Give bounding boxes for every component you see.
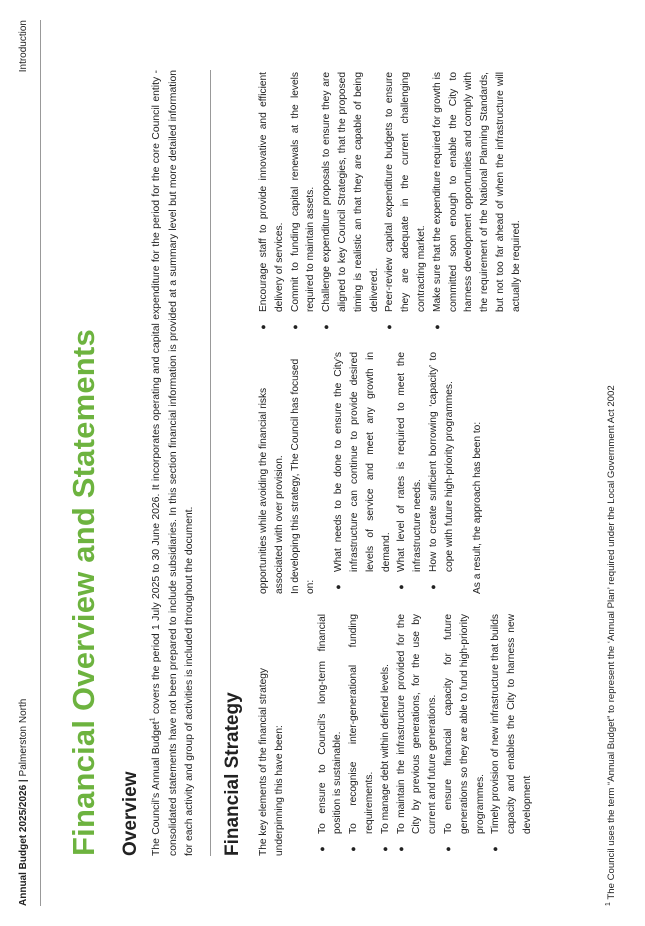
overview-heading: Overview bbox=[120, 771, 141, 856]
list-item: ● To manage debt within defined levels. bbox=[378, 614, 394, 856]
overview-text-rest: covers the period 1 July 2025 to 30 June 2026. It incorporates operating and capital expenditure for the period for the core Council entity - consolidated statements have not been prepared to include subsidiaries. In this section financial information is provided at a summary level but more detailed information for each activity and group of activities is included throughout the document. bbox=[151, 69, 196, 856]
bullet-icon: ● bbox=[431, 324, 442, 330]
bullet-icon: ● bbox=[396, 584, 407, 590]
list-item: ● What needs to be done to ensure the City’s infrastructure can continue to provide desired levels of service and meet any growth in demand. bbox=[331, 352, 394, 594]
list-item: ● Peer-review capital expenditure budgets to ensure they are adequate in the current challenging contracting market. bbox=[382, 72, 429, 334]
doc-title: Annual Budget 2025/2026 bbox=[18, 784, 29, 906]
organisation-name: Palmerston North bbox=[18, 698, 29, 777]
page-title: Financial Overview and Statements bbox=[66, 329, 101, 856]
bullet-icon: ● bbox=[289, 324, 300, 330]
strategy-intro: The key elements of the financial strategy underpinning this have been: bbox=[258, 667, 285, 856]
bullet-icon: ● bbox=[427, 584, 438, 590]
footnote-mark: 1 bbox=[605, 902, 612, 906]
list-item: ● How to create sufficient borrowing ‘capacity’ to cope with future high-priority programmes. bbox=[426, 352, 458, 594]
strategy-continued-text: opportunities while avoiding the financial risks associated with over provision. bbox=[258, 387, 285, 594]
overview-text-start: The Council’s Annual Budget bbox=[151, 721, 162, 856]
approach-intro: As a result, the approach has been to: bbox=[471, 421, 483, 594]
footnote bbox=[605, 385, 617, 906]
strategy-column-1 bbox=[256, 614, 536, 856]
list-item: ● To ensure to Council’s long-term financial position is sustainable. bbox=[315, 614, 347, 856]
list-item: ● Challenge expenditure proposals to ensure they are aligned to key Council Strategies, that the proposed timing is realistic an that they are capable of being delivered. bbox=[319, 72, 382, 334]
list-item: ● Timely provision of new infrastructure that builds capacity and enables the City to harness new development bbox=[488, 614, 535, 856]
header-separator: | bbox=[18, 779, 29, 783]
strategy-elements-list bbox=[315, 614, 536, 856]
bullet-icon: ● bbox=[316, 846, 327, 852]
list-item: ● To maintain the infrastructure provided for the City by previous generations, for the use by current and future generations. bbox=[394, 614, 441, 856]
list-item: ● What level of rates is required to meet the infrastructure needs. bbox=[394, 352, 426, 594]
strategy-column-3 bbox=[256, 72, 525, 334]
bullet-icon: ● bbox=[490, 846, 501, 852]
list-item: ● Make sure that the expenditure required for growth is committed soon enough to enable the City to harness development opportunities and comply with the requirement of the National Planning Standards, but not too far ahead of when the infrastructure will actually be required. bbox=[430, 72, 525, 334]
approach-list bbox=[256, 72, 525, 334]
section-divider bbox=[210, 70, 211, 856]
bullet-icon: ● bbox=[333, 584, 344, 590]
footnote-reference: 1 bbox=[149, 717, 157, 722]
bullet-icon: ● bbox=[395, 846, 406, 852]
focus-list bbox=[331, 352, 457, 594]
bullet-icon: ● bbox=[379, 846, 390, 852]
list-item: ● To ensure financial capacity for future generations so they are able to fund high-priority programmes. bbox=[441, 614, 488, 856]
bullet-icon: ● bbox=[384, 324, 395, 330]
footnote-text: The Council uses the term “Annual Budget” to represent the ‘Annual Plan’ required under the Local Government Act 2002 bbox=[606, 385, 618, 903]
running-header bbox=[18, 699, 29, 906]
list-item: ● Commit to funding capital renewals at the levels required to maintain assets. bbox=[288, 72, 320, 334]
bullet-icon: ● bbox=[321, 324, 332, 330]
list-item: ● To recognise inter-generational funding requirements. bbox=[346, 614, 378, 856]
overview-paragraph bbox=[149, 70, 199, 856]
financial-strategy-heading: Financial Strategy bbox=[222, 692, 243, 856]
section-name: Introduction bbox=[18, 20, 29, 73]
bullet-icon: ● bbox=[258, 324, 268, 330]
bullet-icon: ● bbox=[348, 846, 359, 852]
bullet-icon: ● bbox=[442, 846, 453, 852]
list-item: ● Encourage staff to provide innovative and efficient delivery of services. bbox=[256, 72, 288, 334]
strategy-column-2 bbox=[256, 352, 485, 594]
header-rule bbox=[40, 20, 41, 906]
strategy-focus-intro: In developing this strategy, The Council has focused on: bbox=[289, 358, 317, 594]
